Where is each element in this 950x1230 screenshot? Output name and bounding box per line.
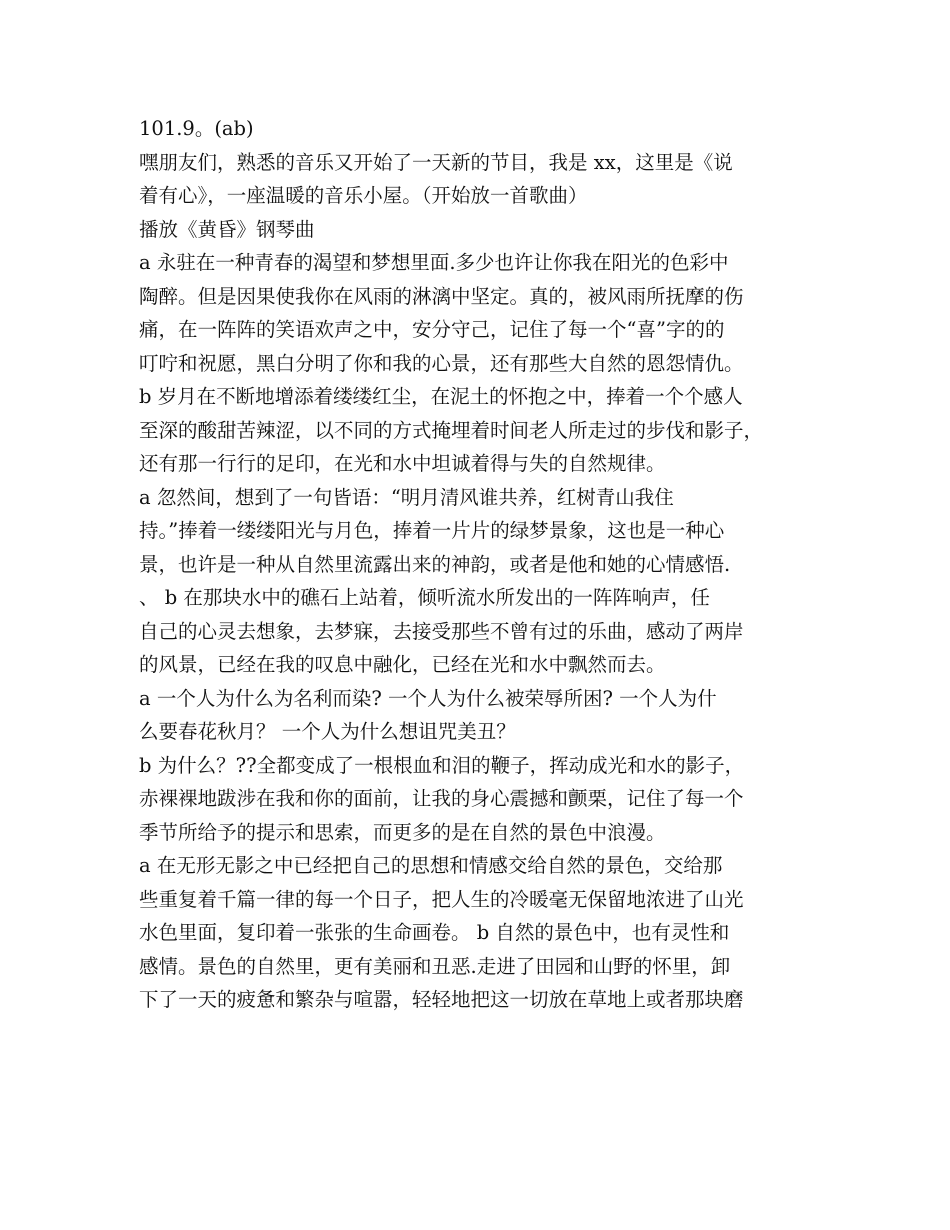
text-line: 季节所给予的提示和思索，而更多的是在自然的景色中浪漫。 xyxy=(139,820,666,844)
text-line: 101.9。(ab) xyxy=(139,117,254,140)
text-line: 叮咛和祝愿，黑白分明了你和我的心景，还有那些大自然的恩怨情仇。 xyxy=(139,351,744,375)
text-line: 陶醉。但是因果使我你在风雨的淋漓中坚定。真的，被风雨所抚摩的伤 xyxy=(139,284,744,308)
text-line: 还有那一行行的足印，在光和水中坦诚着得与失的自然规律。 xyxy=(139,452,666,475)
text-line: a 在无形无影之中已经把自己的思想和情感交给自然的景色，交给那 xyxy=(139,854,723,877)
text-line: a 忽然间，想到了一句皆语：“明月清风谁共养，红树青山我住 xyxy=(139,485,674,509)
text-line: 痛，在一阵阵的笑语欢声之中，安分守己，记住了每一个“喜”字的的 xyxy=(139,318,725,341)
text-line: 感情。景色的自然里，更有美丽和丑恶.走进了田园和山野的怀里，卸 xyxy=(139,954,731,978)
text-line: a 一个人为什么为名利而染? 一个人为什么被荣辱所困? 一个人为什 xyxy=(139,686,717,710)
text-line: 下了一天的疲惫和繁杂与喧嚣，轻轻地把这一切放在草地上或者那块磨 xyxy=(139,988,744,1011)
text-line: 持。”捧着一缕缕阳光与月色，捧着一片片的绿梦景象，这也是一种心 xyxy=(139,519,725,542)
text-line: 、 b 在那块水中的礁石上站着，倾听流水所发出的一阵阵响声，任 xyxy=(139,586,710,609)
text-line: 的风景，已经在我的叹息中融化，已经在光和水中飘然而去。 xyxy=(139,653,666,676)
text-line: 嘿朋友们，熟悉的音乐又开始了一天新的节目，我是 xx，这里是《说 xyxy=(139,150,733,174)
text-line: 些重复着千篇一律的每一个日子，把人生的冷暖毫无保留地浓进了山光 xyxy=(139,887,744,911)
text-line: b 为什么？??全都变成了一根根血和泪的鞭子，挥动成光和水的影子， xyxy=(139,753,745,777)
text-line: 么要春花秋月？ 一个人为什么想诅咒美丑？ xyxy=(139,720,516,743)
text-line: 自己的心灵去想象，去梦寐，去接受那些不曾有过的乐曲，感动了两岸 xyxy=(139,619,744,643)
text-line: 播放《黄昏》钢琴曲 xyxy=(139,217,315,241)
text-line: 景，也许是一种从自然里流露出来的神韵，或者是他和她的心情感悟. xyxy=(139,552,731,576)
text-line: 着有心》，一座温暖的音乐小屋。（开始放一首歌曲） xyxy=(139,184,588,207)
text-line: a 永驻在一种青春的渴望和梦想里面.多少也许让你我在阳光的色彩中 xyxy=(139,251,729,274)
text-line: 赤裸裸地跋涉在我和你的面前，让我的身心震撼和颤栗，记住了每一个 xyxy=(139,787,744,810)
text-line: b 岁月在不断地增添着缕缕红尘，在泥土的怀抱之中，捧着一个个感人 xyxy=(139,385,743,408)
document-body xyxy=(139,112,829,1017)
text-line: 水色里面，复印着一张张的生命画卷。 b 自然的景色中，也有灵性和 xyxy=(139,921,730,944)
text-line: 至深的酸甜苦辣涩，以不同的方式掩埋着时间老人所走过的步伐和影子， xyxy=(139,418,764,442)
